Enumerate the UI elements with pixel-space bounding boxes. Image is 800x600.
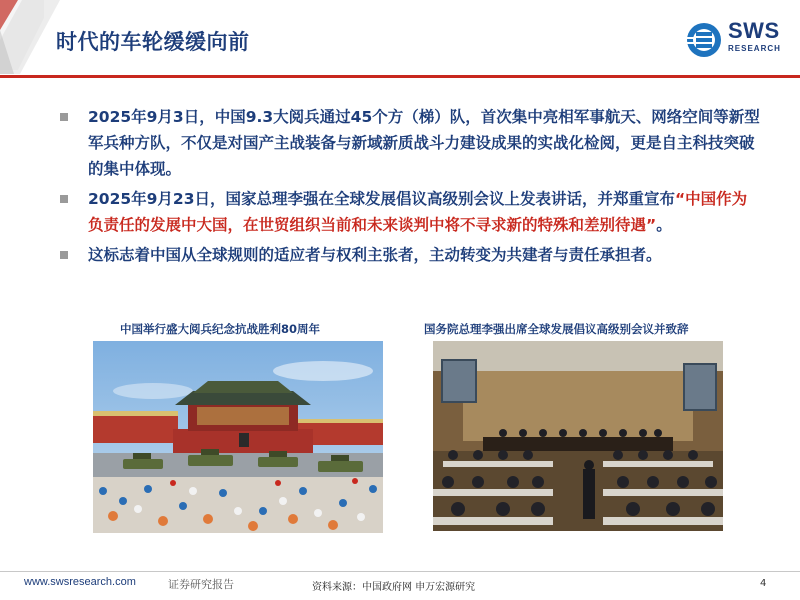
logo-text: SWS — [728, 18, 780, 43]
header-divider — [0, 75, 800, 78]
footer-website-link[interactable]: www.swsresearch.com — [24, 576, 136, 588]
meeting-photo — [433, 341, 723, 531]
bullet-marker — [60, 251, 68, 259]
bullet-text-end: 。 — [656, 216, 672, 234]
bullet-marker — [60, 113, 68, 121]
bullet-text: 2025年9月3日，中国9.3大阅兵通过45个方（梯）队，首次集中亮相军事航天、网络空间等新型军兵种方队，不仅是对国产主战装备与新域新质战斗力建设成果的实战化检阅，更是自主科技突破的集中体现。 — [88, 108, 760, 178]
footer-source: 资料来源：中国政府网 申万宏源研究 — [312, 582, 476, 593]
bullet-text: 这标志着中国从全球规则的适应者与权利主张者，主动转变为共建者与责任承担者。 — [88, 246, 662, 264]
page-number: 4 — [760, 578, 767, 589]
bullet-quote: “中国作为负责任的发展中大国，在世贸组织当前和未来谈判中将不寻求新的特殊和差别待遇” — [88, 190, 748, 234]
bullet-list — [60, 104, 760, 272]
bullet-item-1 — [60, 104, 760, 182]
logo-subtext: RESEARCH — [728, 44, 781, 53]
footer-tag: 证券研究报告 — [168, 578, 234, 591]
parade-photo — [93, 341, 383, 533]
page-title: 时代的车轮缓缓向前 — [56, 30, 250, 54]
figure-caption-parade: 中国举行盛大阅兵纪念抗战胜利80周年 — [120, 322, 321, 336]
figure-caption-meeting: 国务院总理李强出席全球发展倡议高级别会议并致辞 — [424, 322, 689, 336]
bullet-text: 2025年9月23日，国家总理李强在全球发展倡议高级别会议上发表讲话，并郑重宣布 — [88, 190, 675, 208]
bullet-marker — [60, 195, 68, 203]
bullet-item-3 — [60, 242, 760, 268]
footer-divider — [0, 571, 800, 572]
bullet-item-2 — [60, 186, 760, 238]
